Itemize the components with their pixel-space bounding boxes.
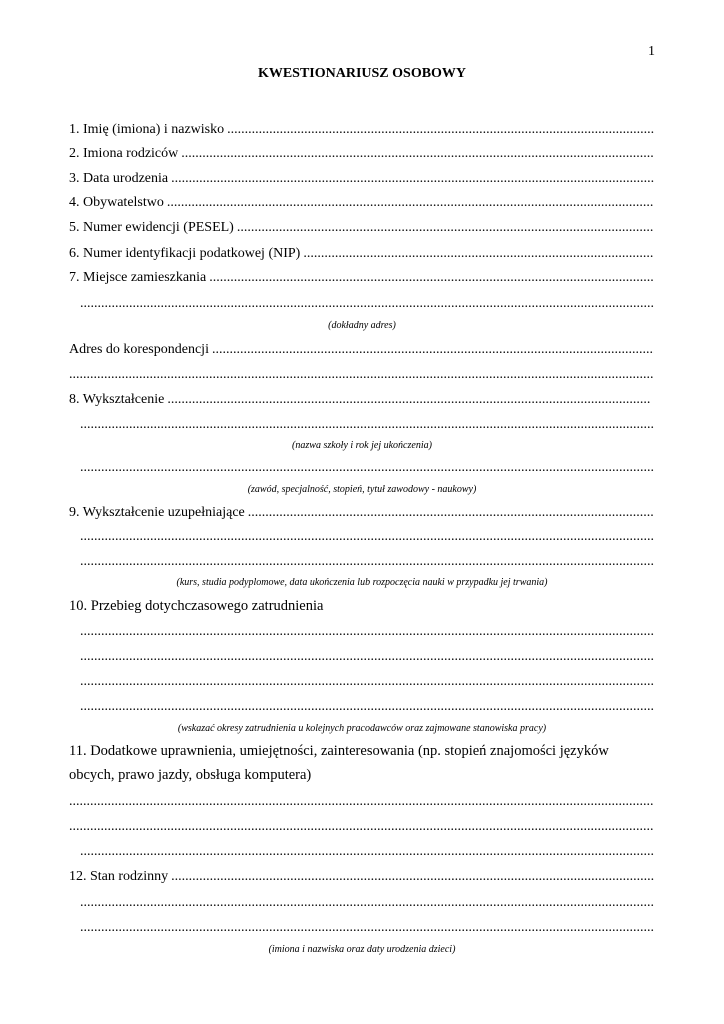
fill-line <box>167 390 651 410</box>
field-skills-line-2[interactable] <box>69 817 654 837</box>
fill-line <box>80 697 654 717</box>
field-family-status-line-3[interactable] <box>80 918 654 938</box>
field-employment-line-4[interactable] <box>80 697 654 717</box>
fill-line <box>80 893 654 913</box>
fill-line <box>237 218 654 238</box>
field-skills-label-line-1: 11. Dodatkowe uprawnienia, umiejętności, zainteresowania (np. stopień znajomości języków <box>69 743 609 759</box>
field-supplementary-education-label: 9. Wykształcenie uzupełniające <box>69 505 245 520</box>
fill-line <box>80 415 654 435</box>
caption-employment: (wskazać okresy zatrudnienia u kolejnych pracodawców oraz zajmowane stanowiska pracy) <box>177 723 547 734</box>
fill-line <box>227 120 654 140</box>
field-correspondence-label: Adres do korespondencji <box>69 342 209 357</box>
fill-line <box>80 672 654 692</box>
caption-profession: (zawód, specjalność, stopień, tytuł zawodowy - naukowy) <box>247 484 477 495</box>
field-education-line-2[interactable] <box>80 415 654 435</box>
fill-line <box>167 193 654 213</box>
field-citizenship[interactable] <box>69 193 654 213</box>
caption-exact-address: (dokładny adres) <box>328 320 396 331</box>
field-skills-line-1[interactable] <box>69 792 654 812</box>
caption-school: (nazwa szkoły i rok jej ukończenia) <box>292 440 432 451</box>
field-nip-label: 6. Numer identyfikacji podatkowej (NIP) <box>69 246 301 261</box>
field-birthdate-label: 3. Data urodzenia <box>69 171 169 186</box>
field-birthdate[interactable] <box>69 169 654 189</box>
fill-line <box>171 169 654 189</box>
field-education-line-3[interactable] <box>80 458 654 478</box>
field-education-label: 8. Wykształcenie <box>69 392 165 407</box>
page-number: 1 <box>648 44 655 59</box>
field-employment-line-3[interactable] <box>80 672 654 692</box>
fill-line <box>69 817 654 837</box>
fill-line <box>80 622 654 642</box>
field-name-label: 1. Imię (imiona) i nazwisko <box>69 122 225 137</box>
field-residence-line-2[interactable] <box>80 294 654 314</box>
field-supplementary-education-line-2[interactable] <box>80 527 654 547</box>
fill-line <box>80 294 654 314</box>
fill-line <box>181 144 654 164</box>
fill-line <box>212 340 654 360</box>
fill-line <box>248 503 654 523</box>
field-employment-line-1[interactable] <box>80 622 654 642</box>
field-parents-label: 2. Imiona rodziców <box>69 146 179 161</box>
fill-line <box>80 458 654 478</box>
field-pesel-label: 5. Numer ewidencji (PESEL) <box>69 220 234 235</box>
fill-line <box>303 244 654 264</box>
field-nip[interactable] <box>69 244 654 264</box>
field-parents[interactable] <box>69 144 654 164</box>
caption-children: (imiona i nazwiska oraz daty urodzenia dzieci) <box>268 944 456 955</box>
field-employment-line-2[interactable] <box>80 647 654 667</box>
field-family-status-line-2[interactable] <box>80 893 654 913</box>
field-education[interactable] <box>69 390 651 410</box>
field-correspondence-line-2[interactable] <box>69 365 654 385</box>
fill-line <box>171 867 654 887</box>
fill-line <box>80 842 654 862</box>
fill-line <box>80 918 654 938</box>
field-residence[interactable] <box>69 268 654 288</box>
fill-line <box>80 527 654 547</box>
field-supplementary-education-line-3[interactable] <box>80 552 654 572</box>
field-family-status[interactable] <box>69 867 654 887</box>
fill-line <box>80 552 654 572</box>
field-pesel[interactable] <box>69 218 654 238</box>
fill-line <box>209 268 654 288</box>
fill-line <box>69 792 654 812</box>
document-title: KWESTIONARIUSZ OSOBOWY <box>257 66 467 81</box>
field-employment-label: 10. Przebieg dotychczasowego zatrudnienia <box>69 598 324 614</box>
caption-courses: (kurs, studia podyplomowe, data ukończenia lub rozpoczęcia nauki w przypadku jej trwania) <box>176 577 548 588</box>
fill-line <box>69 365 654 385</box>
field-residence-label: 7. Miejsce zamieszkania <box>69 270 207 285</box>
field-family-status-label: 12. Stan rodzinny <box>69 869 169 884</box>
field-correspondence[interactable] <box>69 340 654 360</box>
field-citizenship-label: 4. Obywatelstwo <box>69 195 164 210</box>
field-supplementary-education[interactable] <box>69 503 654 523</box>
field-skills-line-3[interactable] <box>80 842 654 862</box>
fill-line <box>80 647 654 667</box>
field-name[interactable] <box>69 120 654 140</box>
field-skills-label-line-2: obcych, prawo jazdy, obsługa komputera) <box>69 767 312 783</box>
